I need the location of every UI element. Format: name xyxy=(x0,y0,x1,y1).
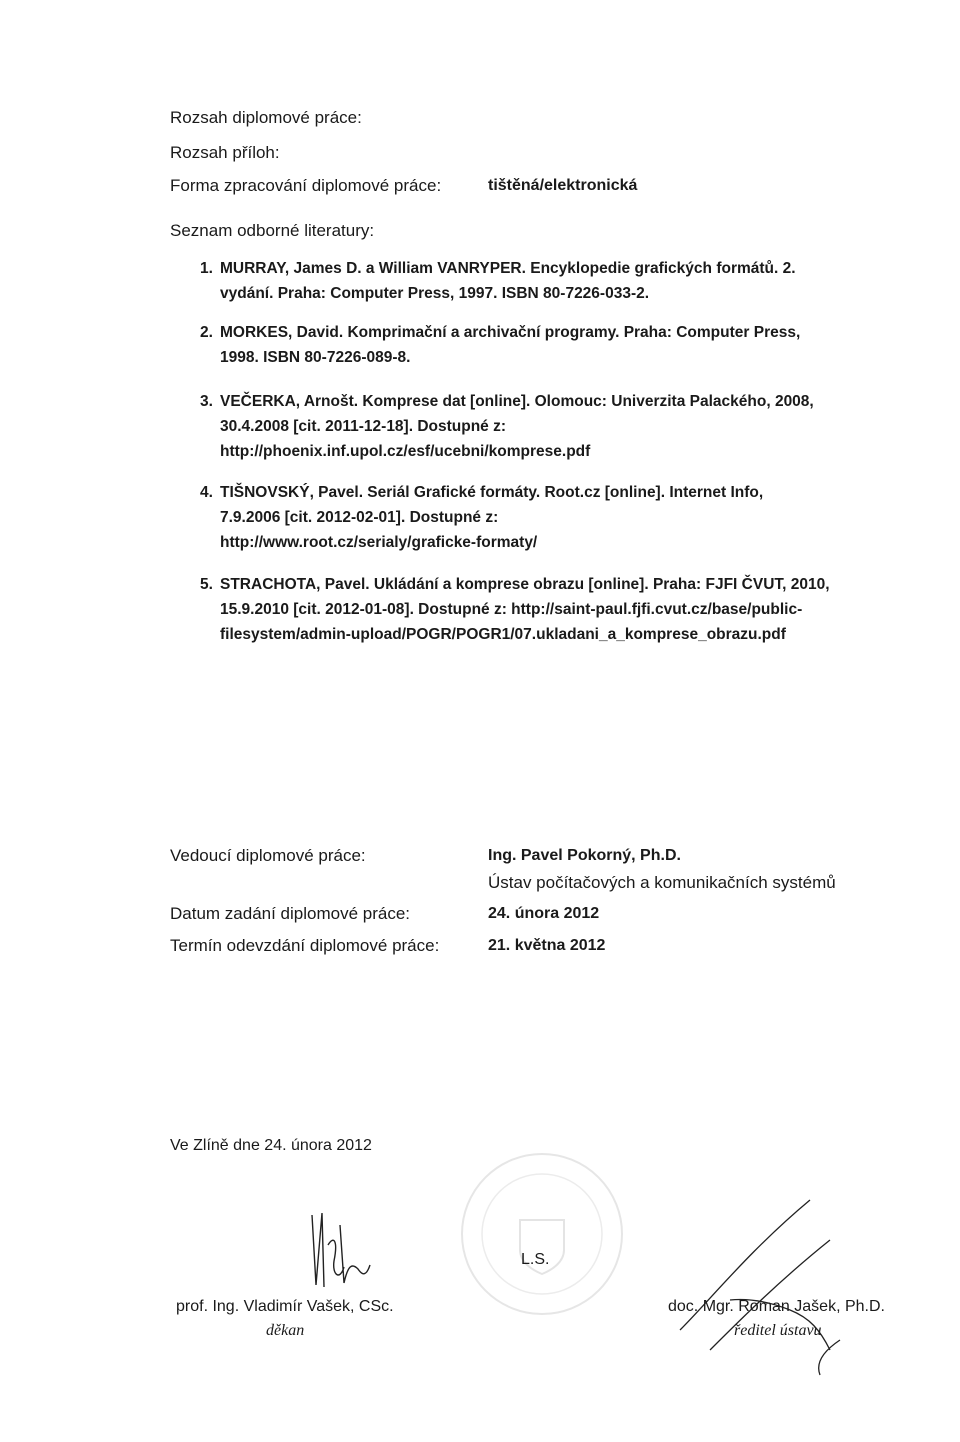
director-title: ředitel ústavu xyxy=(734,1322,822,1339)
form-value: tištěná/elektronická xyxy=(488,177,638,194)
reference-number: 2. xyxy=(200,324,213,341)
dean-signature-icon xyxy=(308,1205,378,1295)
reference-number: 1. xyxy=(200,260,213,277)
submission-date-label: Termín odevzdání diplomové práce: xyxy=(170,936,440,955)
reference-item xyxy=(200,480,763,555)
reference-url: filesystem/admin-upload/POGR/POGR1/07.ukladani_a_komprese_obrazu.pdf xyxy=(220,626,786,643)
place-date: Ve Zlíně dne 24. února 2012 xyxy=(170,1137,372,1154)
literature-label: Seznam odborné literatury: xyxy=(170,221,375,240)
assignment-date-label: Datum zadání diplomové práce: xyxy=(170,904,411,923)
reference-text: 7.9.2006 [cit. 2012-02-01]. Dostupné z: xyxy=(220,509,499,526)
reference-number: 5. xyxy=(200,576,213,593)
reference-text: vydání. Praha: Computer Press, 1997. ISBN 80-7226-033-2. xyxy=(220,285,650,302)
dean-title: děkan xyxy=(266,1322,305,1339)
appendix-label: Rozsah příloh: xyxy=(170,143,280,162)
scope-label: Rozsah diplomové práce: xyxy=(170,108,362,127)
form-label: Forma zpracování diplomové práce: xyxy=(170,176,442,195)
supervisor-institute: Ústav počítačových a komunikačních systémů xyxy=(488,873,836,892)
reference-url: http://www.root.cz/serialy/graficke-formaty/ xyxy=(220,534,538,551)
reference-url: http://phoenix.inf.upol.cz/esf/ucebni/komprese.pdf xyxy=(220,443,591,460)
submission-date-value: 21. května 2012 xyxy=(488,937,606,954)
reference-text: 15.9.2010 [cit. 2012-01-08]. Dostupné z: http://saint-paul.fjfi.cvut.cz/base/public- xyxy=(220,601,803,618)
reference-text: VEČERKA, Arnošt. Komprese dat [online]. Olomouc: Univerzita Palackého, 2008, xyxy=(220,393,814,410)
supervisor-label: Vedoucí diplomové práce: xyxy=(170,846,366,865)
reference-text: MURRAY, James D. a William VANRYPER. Encyklopedie grafických formátů. 2. xyxy=(220,260,796,277)
reference-text: 1998. ISBN 80-7226-089-8. xyxy=(220,349,411,366)
dean-name: prof. Ing. Vladimír Vašek, CSc. xyxy=(176,1298,394,1315)
reference-text: 30.4.2008 [cit. 2011-12-18]. Dostupné z: xyxy=(220,418,507,435)
reference-number: 4. xyxy=(200,484,213,501)
assignment-date-value: 24. února 2012 xyxy=(488,905,600,922)
university-stamp-icon xyxy=(458,1150,626,1318)
reference-item xyxy=(200,572,830,647)
reference-item xyxy=(200,320,800,370)
reference-number: 3. xyxy=(200,393,213,410)
supervisor-name: Ing. Pavel Pokorný, Ph.D. xyxy=(488,847,681,864)
director-signature-icon xyxy=(670,1180,850,1380)
reference-item xyxy=(200,389,814,464)
reference-text: STRACHOTA, Pavel. Ukládání a komprese obrazu [online]. Praha: FJFI ČVUT, 2010, xyxy=(220,576,830,593)
director-name: doc. Mgr. Roman Jašek, Ph.D. xyxy=(668,1298,885,1315)
reference-text: TIŠNOVSKÝ, Pavel. Seriál Grafické formáty. Root.cz [online]. Internet Info, xyxy=(220,484,764,501)
reference-text: MORKES, David. Komprimační a archivační programy. Praha: Computer Press, xyxy=(220,324,801,341)
reference-item xyxy=(200,256,796,306)
stamp-label: L.S. xyxy=(521,1251,550,1268)
